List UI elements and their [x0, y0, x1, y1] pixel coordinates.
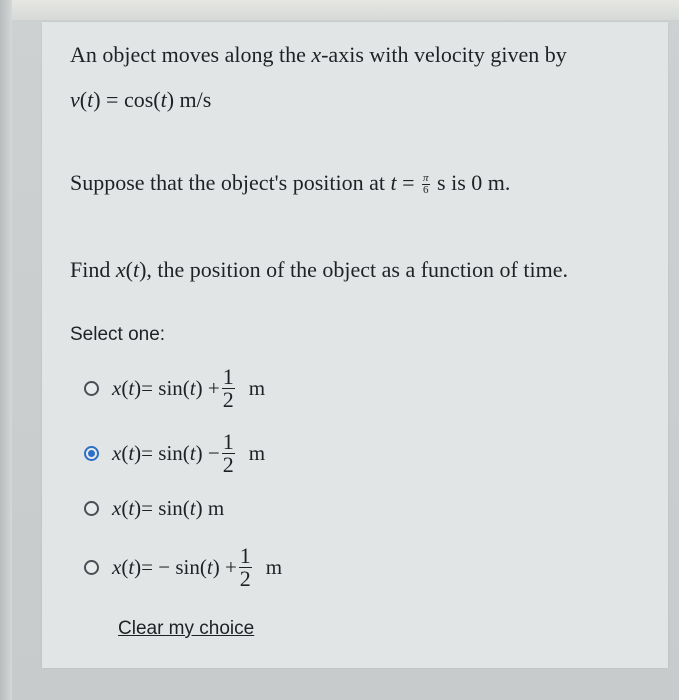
answer-option-1[interactable]: x ( t ) = sin( t ) + $\frac{1}{2}$ m: [84, 366, 265, 411]
find-instruction: Find x(t), the position of the object as a function of time.: [70, 257, 568, 282]
pi-over-6-fraction: $\frac{\pi}{6}$: [423, 172, 429, 197]
answer-option-4[interactable]: x ( t ) = − sin( t ) + $\frac{1}{2}$ m: [84, 545, 282, 590]
radio-button[interactable]: [84, 560, 99, 575]
one-half-fraction: $\frac{1}{2}$: [222, 429, 234, 477]
radio-button[interactable]: [84, 501, 99, 516]
radio-button[interactable]: [84, 381, 99, 396]
answer-option-2[interactable]: x ( t ) = sin( t ) − $\frac{1}{2}$ m: [84, 431, 265, 476]
left-edge: [0, 0, 12, 700]
initial-condition: Suppose that the object's position at t = $\frac{\pi}{6}$ s is 0 m.: [70, 170, 511, 197]
radio-button-selected[interactable]: [84, 446, 99, 461]
clear-choice-link[interactable]: Clear my choice: [118, 618, 255, 639]
one-half-fraction: $\frac{1}{2}$: [222, 364, 234, 412]
answer-option-3[interactable]: x ( t ) = sin( t ) m: [84, 496, 224, 521]
one-half-fraction: $\frac{1}{2}$: [239, 543, 251, 591]
velocity-equation: v(t) = cos(t) m/s: [70, 87, 212, 112]
question-line-1: An object moves along the x-axis with velocity given by: [70, 42, 567, 67]
select-one-label: Select one:: [70, 324, 166, 345]
top-edge: [0, 0, 679, 20]
